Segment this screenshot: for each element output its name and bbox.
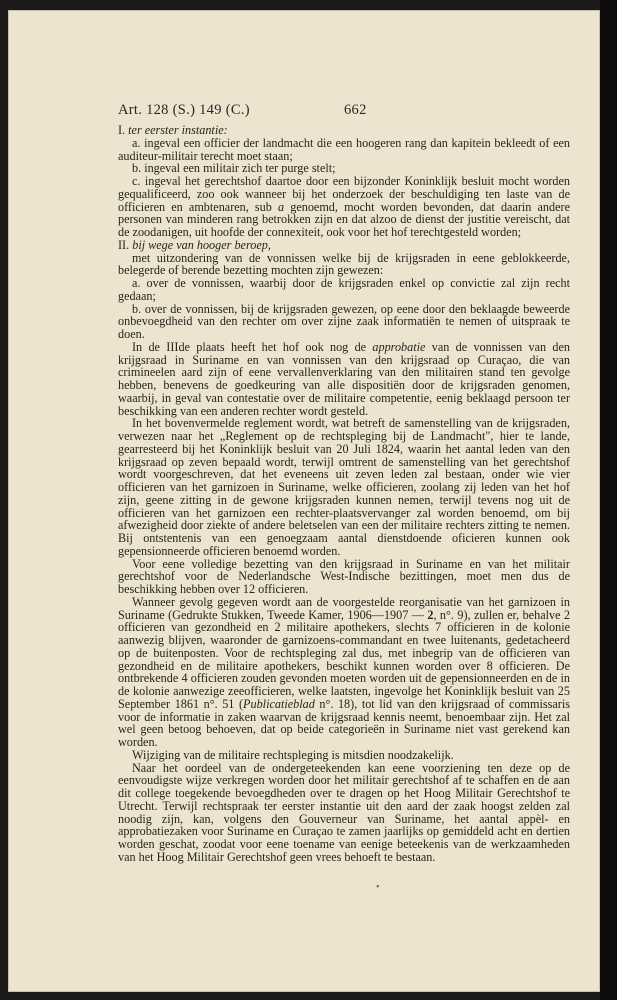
paragraph: Voor eene volledige bezetting van den krijgsraad in Suriname en van het militair gerechtshof voor de Nederlandsche West-Indische bezittingen, moet men dus de beschikking hebben over 12 officieren. bbox=[118, 556, 570, 596]
text-run: genoemd, mocht worden bevonden, dat daarin andere personen van minderen rang betrokken zijn en dat alzoo de dienst der justitie vereischt, dat de zoodanigen, uit hoofde der connexiteit, ook voor het hof terechtgesteld worden; bbox=[118, 199, 570, 239]
text-run: II. bbox=[118, 237, 133, 252]
italic-run: bij wege van hooger beroep, bbox=[132, 237, 271, 252]
paragraph bbox=[118, 124, 570, 137]
paragraph: Naar het oordeel van de ondergeteekenden kan eene voorziening ten deze op de eenvoudigste wijze verkregen worden door het militair gerechtshof af te schaffen en de aan dit college toegekende bevoegdheden over te dragen op het Hoog Militair Gerechtshof te Utrecht. Terwijl rechtspraak ter eerster instantie uit den aard der zaak hoogst zelden zal noodig zijn, kan, volgens den Gouverneur van Suriname, het aantal appèl- en approbatiezaken voor Suriname en Curaçao te zamen jaarlijks op gemiddeld acht en dertien worden geschat, zoodat voor eene toename van eenige beteekenis van de werkzaamheden van het Hoog Militair Gerechtshof geen vrees behoeft te bestaan. bbox=[118, 760, 570, 864]
italic-run: a bbox=[278, 199, 285, 214]
running-header bbox=[118, 102, 570, 122]
paragraph: a. over de vonnissen, waarbij door de krijgsraden enkel op convictie zal zijn recht gedaan; bbox=[118, 276, 570, 303]
paragraph: a. ingeval een officier der landmacht die een hoogeren rang dan kapitein bekleedt of een auditeur-militair terecht moet staan; bbox=[118, 135, 570, 163]
text-run: Wanneer gevolg gegeven wordt aan de voorgestelde reorganisatie van het garnizoen in Suriname (Gedrukte Stukken, Tweede Kamer, 1906—1907 — bbox=[118, 594, 570, 622]
text-run: , n°. 9), zullen er, behalve 2 officieren van gezondheid en 2 militaire apothekers, slechts 7 officieren in de kolonie aanwezig blijven, waaronder de garnizoens-commandant en twee luitenants, gedetacheerd op de buitenposten. Voor de rechtspleging zal dus, met inbegrip van de officieren van gezondheid en de militaire apothekers, beschikt kunnen worden over 8 officieren. De ontbrekende 4 officieren zouden gevonden moeten worden uit de gepensionneerden en de in de kolonie aanwezige zeeofficieren, welke laatsten, ingevolge het Koninklijk besluit van 25 September 1861 n°. 51 ( bbox=[118, 607, 570, 711]
paragraph bbox=[118, 239, 570, 252]
page-speck: • bbox=[376, 882, 380, 893]
italic-run: approbatie bbox=[372, 339, 426, 354]
italic-run: Publicatieblad bbox=[243, 696, 315, 711]
text-run: c. ingeval het gerechtshof daartoe door een bijzonder Koninklijk besluit mocht worden gequalificeerd, zoo ook wanneer bij het onderzoek der beschuldiging ten laste van de officieren en ambtenaren, sub bbox=[118, 174, 570, 214]
paragraph bbox=[118, 596, 570, 749]
text-run: n°. 18), tot lid van den krijgsraad of commissaris voor de informatie in zaken waarvan de krijgsraad kennis neemt, benoembaar zijn. Het zal wel geen betoog behoeven, dat op beide categorieën in Suriname niet vast gerekend kan worden. bbox=[118, 696, 570, 749]
page-number: 662 bbox=[344, 102, 367, 118]
italic-run: ter eerster instantie: bbox=[128, 123, 228, 137]
bold-run: 2 bbox=[427, 607, 434, 622]
paragraph: met uitzondering van de vonnissen welke bij de krijgsraden in eene geblokkeerde, belegerde of berende bezetting mochten zijn gewezen: bbox=[118, 250, 570, 278]
paragraph: b. ingeval een militair zich ter purge stelt; bbox=[132, 161, 336, 176]
paragraph: In het bovenvermelde reglement wordt, wat betreft de samenstelling van de krijgsraden, verwezen naar het „Reglement op de rechtspleging bij de Landmacht", hier te lande, gearresteerd bij het Koninklijk besluit van 20 Juli 1824, waarin het aantal leden van den krijgsraad op zeven bepaald wordt, terwijl omtrent de samenstelling van het gerechtshof wordt voorgeschreven, dat het eveneens uit zeven leden zal bestaan, onder wie vier officieren van het garnizoen in Suriname, welke officieren, zoolang zij leden van het hof zijn, geene zitting in de gewone krijgsraden kunnen nemen, terwijl tevens nog uit de officieren van het garnizoen een rechter-plaatsvervanger zal worden benoemd, om bij afwezigheid door ziekte of andere beletselen van een der militaire rechters zitting te nemen. Bij ontstentenis van een genoegzaam aantal dienstdoende oficieren kunnen ook gepensionneerde officieren benoemd worden. bbox=[118, 416, 570, 558]
article-reference: Art. 128 (S.) 149 (C.) bbox=[118, 102, 250, 118]
paragraph: b. over de vonnissen, bij de krijgsraden gewezen, op eene door den beklaagde beweerde onbevoegdheid van den rechter om over zijne zaak informatiën te nemen of uitspraak te doen. bbox=[118, 301, 570, 341]
paragraph: Wijziging van de militaire rechtspleging is mitsdien noodzakelijk. bbox=[132, 747, 454, 762]
text-run: In de IIIde plaats heeft het hof ook nog de bbox=[132, 339, 373, 354]
paragraph bbox=[118, 175, 570, 239]
text-run: van de vonnissen van den krijgsraad in Suriname en van vonnissen van den krijgsraad op Curaçao, die van crimineelen aard zijn of eene vervallenverklaring van den militairen stand ten gevolge hebben, benevens de goedkeuring van alle dispositiën door de krijgsraden genomen, waarbij, in geval van contestatie over de militaire competentie, eenig beklaagd persoon ter beschikking van een anderen rechter wordt gesteld. bbox=[118, 339, 570, 418]
scan-edge bbox=[600, 0, 617, 1000]
text-run: I. bbox=[118, 123, 129, 137]
paragraph bbox=[118, 341, 570, 418]
document-body bbox=[118, 124, 570, 864]
